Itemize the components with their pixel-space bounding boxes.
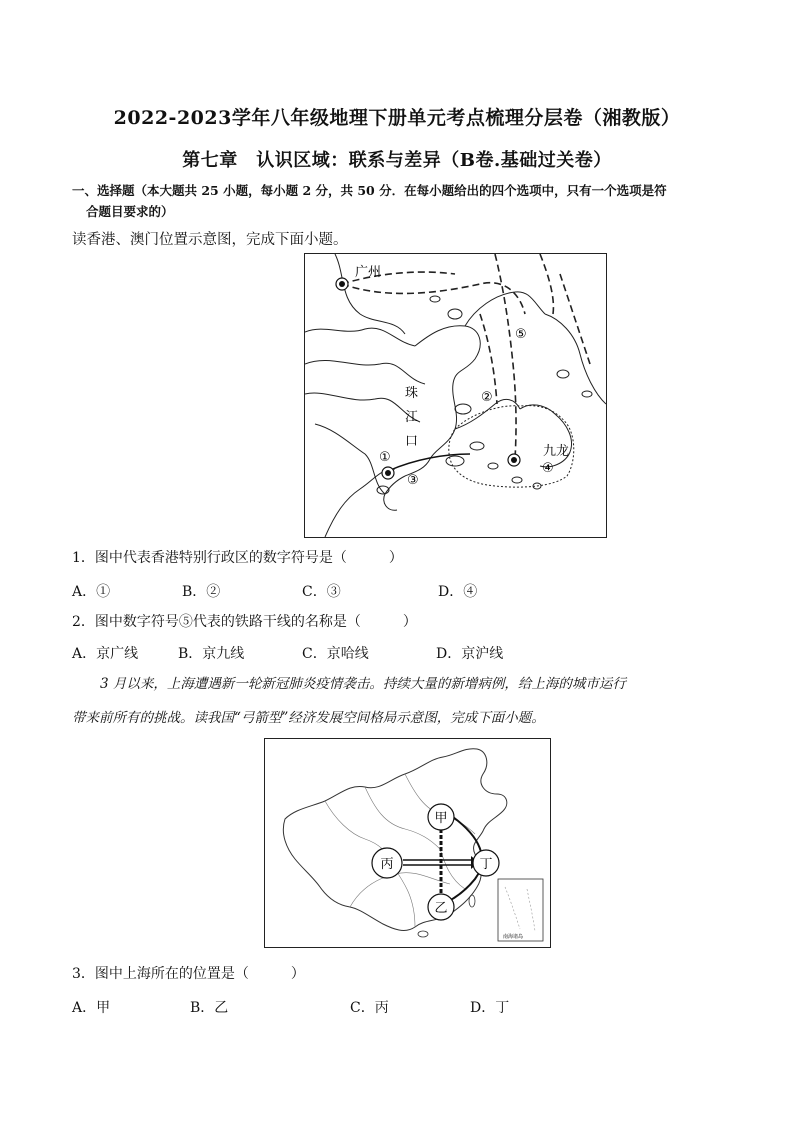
island: [582, 391, 592, 397]
page-title: 2022-2023学年八年级地理下册单元考点梳理分层卷（湘教版）: [113, 107, 681, 129]
question-3-stem: 3．图中上海所在的位置是（ ）: [72, 966, 305, 982]
node-ding-label: 丁: [479, 857, 493, 872]
island: [430, 296, 440, 302]
passage-line-1: 3 月以来，上海遭遇新一轮新冠肺炎疫情袭击。持续大量的新增病例，给上海的城市运行: [100, 676, 626, 692]
china-outline: [283, 749, 506, 931]
label-zhu: 珠: [405, 386, 419, 401]
hk-macau-map-svg: [305, 254, 606, 537]
node-bing-label: 丙: [380, 857, 394, 872]
question-1-option-a[interactable]: A．①: [72, 584, 111, 600]
railway-line: [560, 274, 590, 364]
question-3-option-b[interactable]: B．乙: [190, 1000, 229, 1016]
province-line: [440, 849, 465, 889]
taiwan-island: [469, 895, 475, 907]
china-bow-arrow-map: [264, 738, 551, 948]
page-subtitle: 第七章 认识区域：联系与差异（B卷.基础过关卷）: [182, 150, 612, 171]
label-jiang: 江: [405, 410, 419, 425]
hk-macau-map: [304, 253, 607, 538]
coast-line: [465, 292, 545, 326]
node-jia: [428, 804, 454, 830]
hainan-island: [418, 931, 428, 937]
question-1-option-d[interactable]: D．④: [438, 584, 478, 600]
island: [446, 456, 464, 466]
river-line: [305, 393, 420, 422]
section-heading-line1: 一、选择题（本大题共 25 小题，每小题 2 分，共 50 分．在每小题给出的四个选项中，只有一个选项是符: [72, 183, 667, 198]
railway-5-line: [495, 254, 516, 459]
intro-text-1: 读香港、澳门位置示意图，完成下面小题。: [72, 232, 348, 248]
coast-line: [545, 314, 606, 404]
node-yi: [428, 894, 454, 920]
question-3-option-c[interactable]: C．丙: [350, 1000, 389, 1016]
label-jiulong: 九龙: [543, 444, 570, 459]
label-2: ②: [481, 390, 493, 405]
island: [455, 404, 471, 414]
section-heading-line2: 合题目要求的）: [86, 204, 174, 219]
label-kou: 口: [405, 434, 419, 449]
railway-line: [540, 254, 553, 314]
macau-marker: [382, 467, 394, 479]
section-heading: [72, 180, 732, 222]
question-1-stem: 1．图中代表香港特别行政区的数字符号是（ ）: [72, 550, 403, 566]
node-yi-label: 乙: [434, 901, 448, 916]
label-1: ①: [379, 450, 391, 465]
island: [512, 477, 522, 483]
question-1-option-b[interactable]: B．②: [182, 584, 221, 600]
river-line: [305, 360, 425, 384]
passage-line-2: 带来前所有的挑战。读我国“弓箭型”经济发展空间格局示意图，完成下面小题。: [72, 710, 545, 726]
question-3-option-a[interactable]: A．甲: [72, 1000, 111, 1016]
island: [470, 442, 484, 450]
railway-line: [342, 283, 525, 314]
china-map-svg: [265, 739, 550, 947]
hong-kong-marker: [508, 454, 520, 466]
river-line: [315, 424, 385, 494]
label-4: ④: [542, 461, 554, 476]
guangzhou-marker: [336, 278, 348, 290]
island: [557, 370, 569, 378]
river-line: [305, 328, 415, 346]
question-2-option-d[interactable]: D．京沪线: [436, 646, 504, 662]
passage: [72, 667, 732, 735]
island: [448, 309, 462, 319]
question-3-option-d[interactable]: D．丁: [470, 1000, 510, 1016]
island: [488, 463, 498, 469]
question-1-option-c[interactable]: C．③: [302, 584, 341, 600]
question-2-stem: 2．图中数字符号⑤代表的铁路干线的名称是（ ）: [72, 614, 417, 630]
node-jia-label: 甲: [434, 811, 448, 826]
question-2-option-c[interactable]: C．京哈线: [302, 646, 369, 662]
node-ding: [473, 850, 499, 876]
label-5: ⑤: [515, 327, 527, 342]
node-bing: [372, 848, 402, 878]
question-2-option-b[interactable]: B．京九线: [178, 646, 245, 662]
label-3: ③: [407, 473, 419, 488]
south-sea-inset: [498, 879, 543, 941]
province-line: [395, 869, 415, 927]
question-2-option-a[interactable]: A．京广线: [72, 646, 139, 662]
label-guangzhou: 广州: [355, 265, 382, 280]
inset-label: 南海诸岛: [503, 934, 524, 940]
